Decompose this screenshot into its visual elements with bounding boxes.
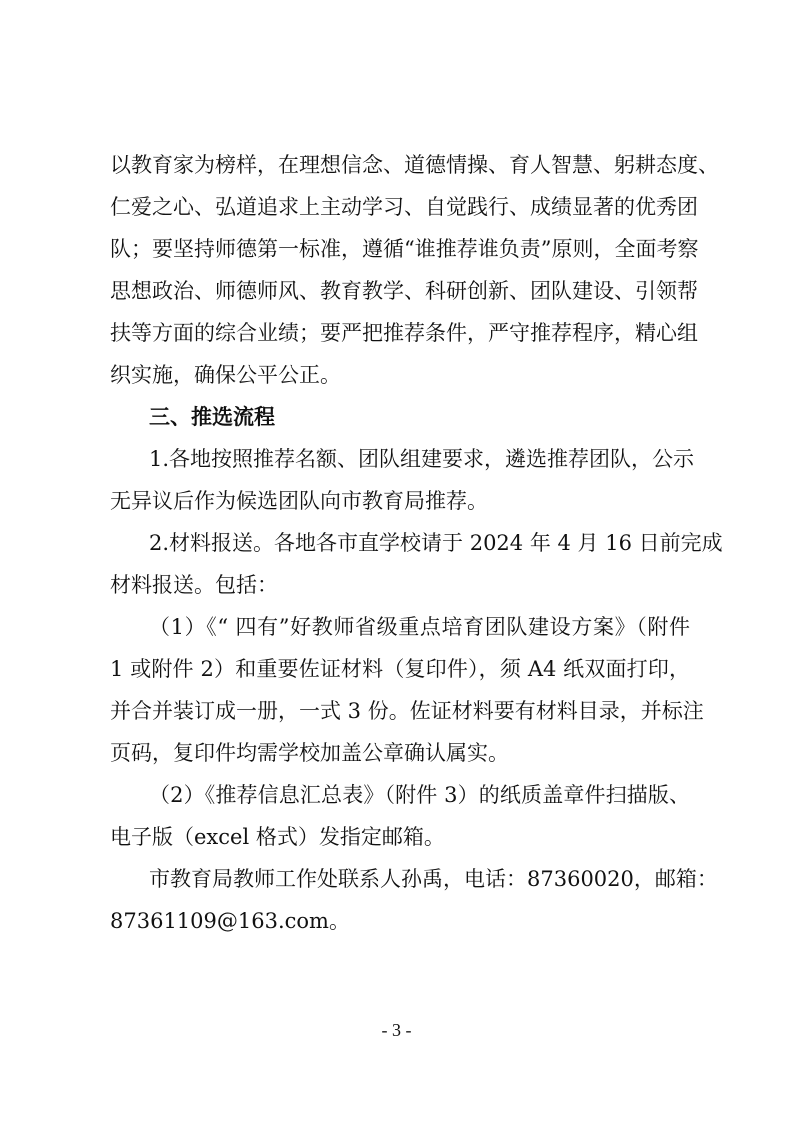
page-number: - 3 - [381,1020,412,1040]
body-text-line: 市教育局教师工作处联系人孙禹，电话：87360020，邮箱： [149,867,718,891]
body-text-line: 电子版（excel 格式）发指定邮箱。 [110,825,445,849]
body-text-line: 织实施，确保公平公正。 [110,363,341,387]
body-text-line: 2.材料报送。各地各市直学校请于 2024 年 4 月 16 日前完成 [149,531,723,555]
body-text-line: 仁爱之心、弘道追求上主动学习、自觉践行、成绩显著的优秀团 [110,195,698,219]
body-text-line: 页码，复印件均需学校加盖公章确认属实。 [110,741,509,765]
body-text-line: 1 或附件 2）和重要佐证材料（复印件），须 A4 纸双面打印， [110,657,690,681]
body-text-line: 材料报送。包括： [110,573,278,597]
section-heading: 三、推选流程 [149,405,275,429]
body-text-line: （1）《“ 四有”好教师省级重点培育团队建设方案》（附件 [149,615,690,639]
body-text-line: 队；要坚持师德第一标准，遵循“谁推荐谁负责”原则，全面考察 [110,237,699,261]
body-text-line: 1.各地按照推荐名额、团队组建要求，遴选推荐团队，公示 [149,447,695,471]
body-text-line: 87361109@163.com。 [110,909,350,933]
body-text-line: （2）《推荐信息汇总表》（附件 3）的纸质盖章件扫描版、 [149,783,690,807]
body-text-line: 并合并装订成一册，一式 3 份。佐证材料要有材料目录，并标注 [110,699,704,723]
body-text-line: 以教育家为榜样，在理想信念、道德情操、育人智慧、躬耕态度、 [110,153,719,177]
body-text-line: 思想政治、师德师风、教育教学、科研创新、团队建设、引领帮 [110,279,698,303]
body-text-line: 扶等方面的综合业绩；要严把推荐条件，严守推荐程序，精心组 [110,321,698,345]
body-text-line: 无异议后作为候选团队向市教育局推荐。 [110,489,488,513]
